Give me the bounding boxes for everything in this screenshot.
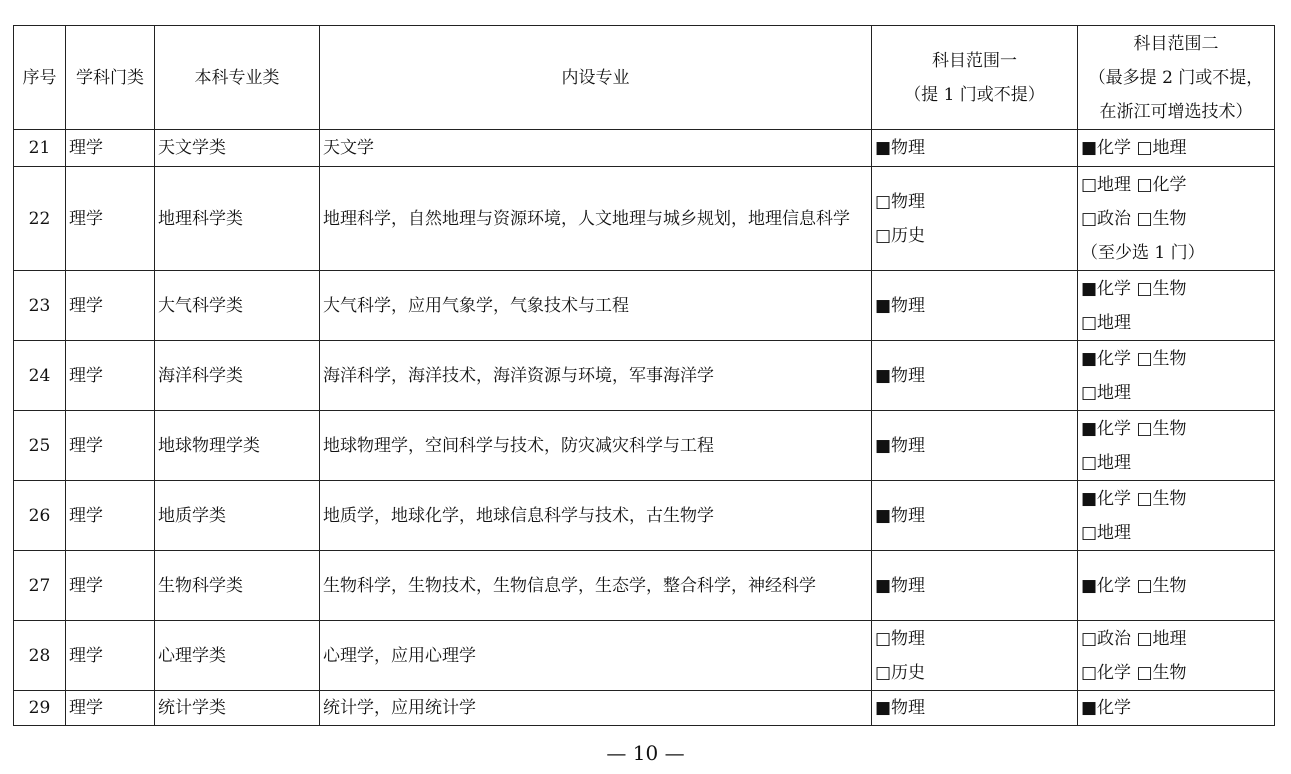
- range1-option: □历史: [875, 662, 926, 683]
- row-majors: 心理学，应用心理学: [320, 621, 872, 691]
- row-seq: 22: [14, 167, 66, 271]
- row-seq: 29: [14, 691, 66, 726]
- table-row: [14, 691, 1275, 726]
- range2-option: □地理: [1081, 522, 1132, 543]
- row-major-class: 生物科学类: [155, 551, 320, 621]
- page-number: — 10 —: [606, 741, 685, 765]
- row-category: 理学: [66, 411, 155, 481]
- range1-option: ■物理: [875, 295, 926, 316]
- table-row: [14, 411, 1275, 481]
- row-range2: [1078, 691, 1275, 726]
- row-seq: 27: [14, 551, 66, 621]
- header-range2-line: 科目范围二: [1133, 33, 1219, 54]
- range1-option: ■物理: [875, 365, 926, 386]
- row-range1: [872, 481, 1078, 551]
- range2-option: ■化学 □生物: [1081, 575, 1187, 596]
- row-range2: [1078, 621, 1275, 691]
- row-range2: [1078, 481, 1275, 551]
- range2-option: ■化学 □地理: [1081, 138, 1187, 158]
- range2-option: □化学 □生物: [1081, 662, 1187, 683]
- range2-option: □地理: [1081, 452, 1132, 473]
- header-seq: 序号: [14, 26, 66, 130]
- row-majors: 天文学: [320, 130, 872, 167]
- row-major-class: 统计学类: [155, 691, 320, 726]
- row-category: 理学: [66, 167, 155, 271]
- row-major-class: 海洋科学类: [155, 341, 320, 411]
- range2-option: ■化学 □生物: [1081, 278, 1187, 299]
- range1-option: □物理: [875, 191, 926, 212]
- range2-option: ■化学 □生物: [1081, 488, 1187, 509]
- row-category: 理学: [66, 691, 155, 726]
- row-category: 理学: [66, 551, 155, 621]
- header-row: [14, 26, 1275, 130]
- range2-option: ■化学 □生物: [1081, 348, 1187, 369]
- row-category: 理学: [66, 130, 155, 167]
- range2-option: □政治 □地理: [1081, 628, 1187, 649]
- row-majors: [320, 167, 872, 271]
- row-seq: 24: [14, 341, 66, 411]
- row-major-class: 地理科学类: [155, 167, 320, 271]
- row-range2: [1078, 167, 1275, 271]
- table-row: [14, 551, 1275, 621]
- range1-option: ■物理: [875, 505, 926, 526]
- header-range2-line: （最多提 2 门或不提，: [1088, 67, 1264, 88]
- row-major-class: 大气科学类: [155, 271, 320, 341]
- row-seq: 26: [14, 481, 66, 551]
- range2-option: □政治 □生物: [1081, 208, 1187, 229]
- row-range2: [1078, 271, 1275, 341]
- row-range2: [1078, 130, 1275, 167]
- header-range2-line: 在浙江可增选技术）: [1099, 101, 1253, 122]
- range1-option: ■物理: [875, 435, 926, 456]
- header-range2: [1078, 26, 1275, 130]
- subject-requirements-table: [13, 25, 1275, 726]
- header-major-class: 本科专业类: [155, 26, 320, 130]
- row-major-class: 地质学类: [155, 481, 320, 551]
- header-range1-line: （提 1 门或不提）: [904, 84, 1045, 105]
- range1-option: ■物理: [875, 575, 926, 596]
- range2-option: ■化学 □生物: [1081, 418, 1187, 439]
- row-range1: [872, 167, 1078, 271]
- row-majors: 统计学，应用统计学: [320, 691, 872, 726]
- range2-option: ■化学: [1081, 698, 1132, 718]
- header-majors: 内设专业: [320, 26, 872, 130]
- range1-option: ■物理: [875, 138, 926, 158]
- row-range1: [872, 130, 1078, 167]
- row-seq: 23: [14, 271, 66, 341]
- header-range1-line: 科目范围一: [932, 50, 1017, 71]
- majors-text: 生物科学，生物技术，生物信息学，生态学，整合科学，神经科学: [323, 575, 816, 596]
- row-range2: [1078, 411, 1275, 481]
- range1-option: □物理: [875, 628, 926, 649]
- table-row: [14, 167, 1275, 271]
- row-range1: [872, 551, 1078, 621]
- table-row: [14, 621, 1275, 691]
- range2-option: □地理 □化学: [1081, 174, 1187, 195]
- table-row: [14, 130, 1275, 167]
- row-major-class: 心理学类: [155, 621, 320, 691]
- row-major-class: 地球物理学类: [155, 411, 320, 481]
- range2-option: □地理: [1081, 312, 1132, 333]
- range2-option: □地理: [1081, 382, 1132, 403]
- majors-text: 地理科学，自然地理与资源环境，人文地理与城乡规划，地理信息科学: [323, 208, 850, 229]
- row-range1: [872, 271, 1078, 341]
- row-range2: [1078, 551, 1275, 621]
- range1-option: ■物理: [875, 698, 926, 718]
- table-row: [14, 341, 1275, 411]
- row-category: 理学: [66, 271, 155, 341]
- row-category: 理学: [66, 341, 155, 411]
- row-seq: 21: [14, 130, 66, 167]
- row-category: 理学: [66, 481, 155, 551]
- header-category: 学科门类: [66, 26, 155, 130]
- row-range1: [872, 341, 1078, 411]
- row-range2: [1078, 341, 1275, 411]
- row-seq: 28: [14, 621, 66, 691]
- row-range1: [872, 691, 1078, 726]
- row-majors: [320, 551, 872, 621]
- row-majors: 大气科学，应用气象学，气象技术与工程: [320, 271, 872, 341]
- row-category: 理学: [66, 621, 155, 691]
- range2-option: （至少选 1 门）: [1081, 242, 1205, 263]
- row-majors: 海洋科学，海洋技术，海洋资源与环境，军事海洋学: [320, 341, 872, 411]
- table-row: [14, 271, 1275, 341]
- range1-option: □历史: [875, 225, 926, 246]
- row-range1: [872, 411, 1078, 481]
- row-major-class: 天文学类: [155, 130, 320, 167]
- table-row: [14, 481, 1275, 551]
- row-majors: 地质学，地球化学，地球信息科学与技术，古生物学: [320, 481, 872, 551]
- row-seq: 25: [14, 411, 66, 481]
- header-range1: [872, 26, 1078, 130]
- row-majors: 地球物理学，空间科学与技术，防灾减灾科学与工程: [320, 411, 872, 481]
- row-range1: [872, 621, 1078, 691]
